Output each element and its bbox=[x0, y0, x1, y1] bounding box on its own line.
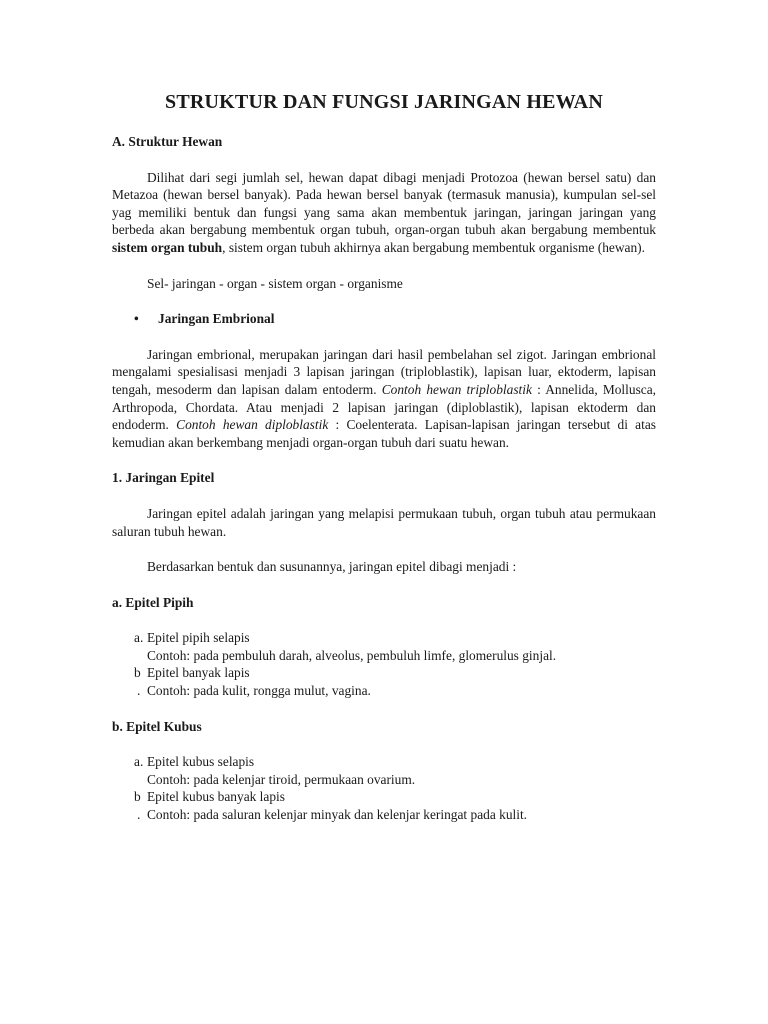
para2-text-3: : Coelenterata. Lapisan-lapisan jaringan tersebut di atas kemudian akan berkembang menjadi organ-organ tubuh dari suatu hewan. bbox=[112, 417, 656, 450]
list-item bbox=[112, 664, 656, 682]
list-epitel-kubus bbox=[112, 753, 656, 823]
list-item-label: Epitel banyak lapis bbox=[147, 665, 250, 681]
para1-text-2: , sistem organ tubuh akhirnya akan bergabung membentuk organisme (hewan). bbox=[222, 239, 645, 255]
list-item-label: Epitel pipih selapis bbox=[147, 630, 250, 646]
sub-a-heading: a. Epitel Pipih bbox=[112, 594, 194, 610]
bullet-heading: Jaringan Embrional bbox=[158, 311, 275, 327]
list-item-example: Contoh: pada saluran kelenjar minyak dan kelenjar keringat pada kulit. bbox=[147, 807, 528, 823]
list-item bbox=[112, 629, 656, 647]
list-item-example-row bbox=[112, 682, 656, 700]
list-item-example: Contoh: pada kelenjar tiroid, permukaan ovarium. bbox=[147, 771, 416, 787]
para2-text-1: Jaringan embrional, merupakan jaringan dari hasil pembelahan sel zigot. Jaringan embrional mengalami spesialisasi menjadi 3 lapisan jaringan (triploblastik), lapisan luar, ektoderm, lapisan tengah, mesoderm dan lapisan dalam entoderm. bbox=[112, 346, 656, 397]
list-marker: b bbox=[134, 665, 141, 681]
document-body bbox=[112, 89, 656, 842]
list-item bbox=[112, 788, 656, 806]
para1-text-1: Dilihat dari segi jumlah sel, hewan dapat dibagi menjadi Protozoa (hewan bersel satu) dan Metazoa (hewan bersel banyak). Pada hewan bersel banyak (termasuk manusia), kumpulan sel-sel yag memiliki bentuk dan fungsi yang sama akan membentuk jaringan, jaringan jaringan yang berbeda akan bergabung membentuk organ tubuh, organ-organ tubuh akan bergabung membentuk bbox=[112, 169, 656, 238]
list-item-example: Contoh: pada pembuluh darah, alveolus, pembuluh limfe, glomerulus ginjal. bbox=[147, 647, 557, 663]
list-item-example-row bbox=[112, 806, 656, 824]
list-marker: a. bbox=[134, 754, 144, 770]
list-marker-period: . bbox=[137, 807, 141, 823]
list-item-label: Epitel kubus selapis bbox=[147, 754, 255, 770]
list-item bbox=[112, 753, 656, 771]
para2-text-2: : Annelida, Mollusca, Arthropoda, Chordata. Atau menjadi 2 lapisan jaringan (diploblastik), lapisan ektoderm dan endoderm. bbox=[112, 381, 657, 433]
list-item-example: Contoh: pada kulit, rongga mulut, vagina. bbox=[147, 683, 371, 699]
section-a-heading: A. Struktur Hewan bbox=[112, 134, 223, 149]
list-epitel-pipih bbox=[112, 629, 656, 699]
bullet-icon: • bbox=[134, 311, 139, 327]
paragraph-struktur-hewan bbox=[112, 169, 656, 257]
list-item-label: Epitel kubus banyak lapis bbox=[147, 789, 285, 805]
page-title: STRUKTUR DAN FUNGSI JARINGAN HEWAN bbox=[165, 91, 603, 113]
sub-b-heading: b. Epitel Kubus bbox=[112, 718, 202, 734]
list-marker: a. bbox=[134, 630, 144, 646]
para2-italic-2: Contoh hewan diploblastik bbox=[176, 417, 329, 433]
bullet-jaringan-embrional bbox=[112, 310, 656, 328]
paragraph-jaringan-epitel: Jaringan epitel adalah jaringan yang melapisi permukaan tubuh, organ tubuh atau permukaan saluran tubuh hewan. bbox=[112, 505, 656, 539]
list-marker: b bbox=[134, 789, 141, 805]
list-marker-period: . bbox=[137, 683, 141, 699]
paragraph-pembagian-epitel: Berdasarkan bentuk dan susunannya, jaringan epitel dibagi menjadi : bbox=[147, 559, 517, 575]
para2-italic-1: Contoh hewan triploblastik bbox=[381, 381, 532, 397]
sequence-line: Sel- jaringan - organ - sistem organ - organisme bbox=[147, 275, 403, 291]
para1-bold-text: sistem organ tubuh bbox=[112, 239, 223, 255]
paragraph-jaringan-embrional bbox=[112, 346, 656, 452]
section-1-heading: 1. Jaringan Epitel bbox=[112, 470, 215, 486]
